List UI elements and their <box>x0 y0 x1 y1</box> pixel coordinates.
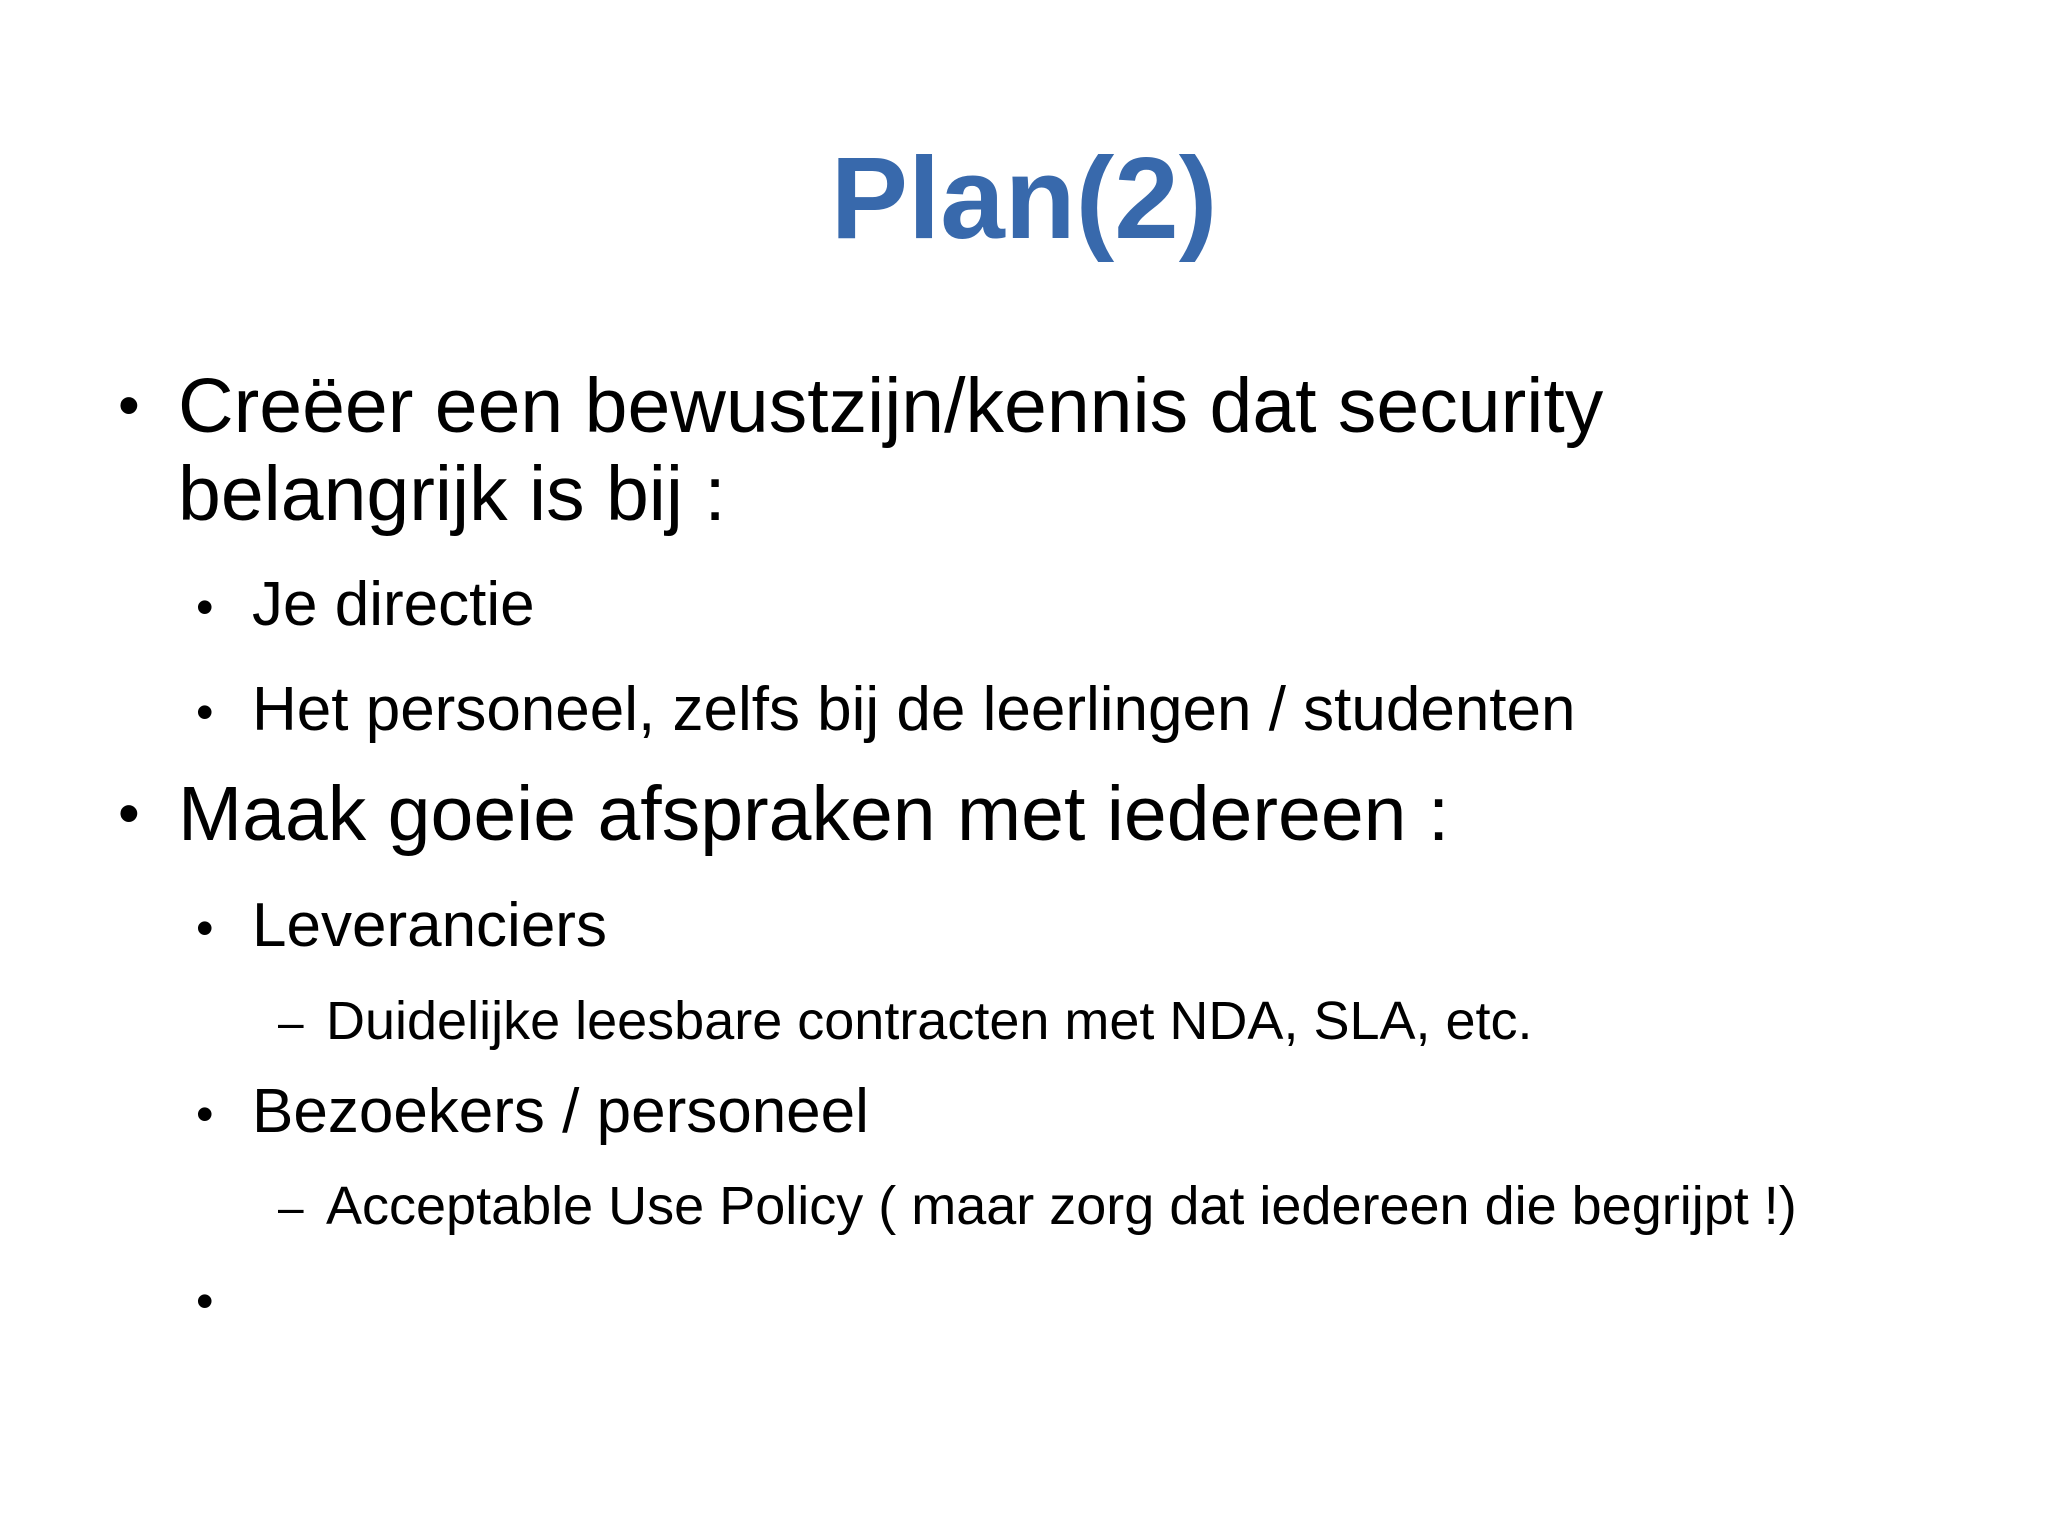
list-item-line: belangrijk is bij : <box>178 451 726 537</box>
list-item: Leveranciers <box>252 891 607 960</box>
list-item: Maak goeie afspraken met iedereen : <box>178 771 1450 857</box>
bullet-marker: • <box>196 1273 214 1329</box>
slide-title: Plan(2) <box>830 133 1218 263</box>
list-item <box>178 362 1603 538</box>
bullet-marker: • <box>118 779 140 848</box>
bullet-marker: • <box>196 579 214 635</box>
list-item: Het personeel, zelfs bij de leerlingen / studenten <box>252 675 1576 744</box>
bullet-marker: • <box>118 371 140 440</box>
list-item: Bezoekers / personeel <box>252 1077 869 1146</box>
list-item: Acceptable Use Policy ( maar zorg dat iedereen die begrijpt !) <box>326 1176 1797 1236</box>
dash-marker: – <box>278 1181 304 1233</box>
dash-marker: – <box>278 996 304 1048</box>
bullet-marker: • <box>196 684 214 740</box>
list-item: Je directie <box>252 570 535 639</box>
list-item-line: Creëer een bewustzijn/kennis dat security <box>178 363 1604 449</box>
bullet-marker: • <box>196 900 214 956</box>
bullet-marker: • <box>196 1086 214 1142</box>
list-item: Duidelijke leesbare contracten met NDA, SLA, etc. <box>326 991 1533 1051</box>
